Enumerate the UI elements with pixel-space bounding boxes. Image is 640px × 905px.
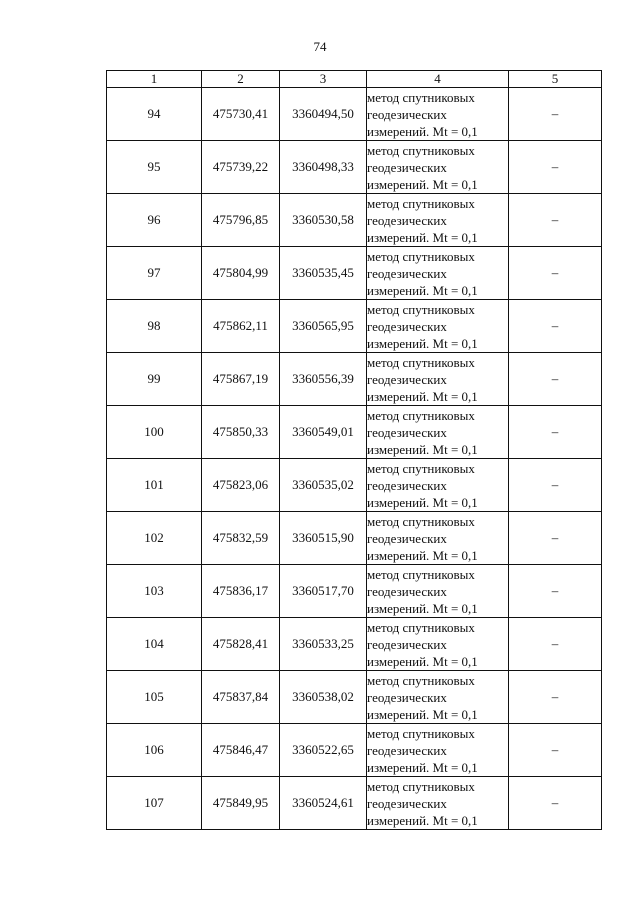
method-line: геодезических	[367, 106, 447, 122]
method-cell	[367, 671, 509, 724]
x-coordinate-cell: 475850,33	[202, 406, 280, 459]
method-line: геодезических	[367, 318, 447, 334]
table-body	[107, 88, 602, 830]
point-number-cell: 100	[107, 406, 202, 459]
table-row	[107, 247, 602, 300]
method-cell	[367, 512, 509, 565]
table-row	[107, 353, 602, 406]
y-coordinate-cell: 3360535,45	[280, 247, 367, 300]
method-line: геодезических	[367, 265, 447, 281]
method-line: метод спутниковых	[367, 778, 475, 794]
note-cell: –	[509, 459, 602, 512]
point-number-cell: 98	[107, 300, 202, 353]
note-cell: –	[509, 300, 602, 353]
method-line: метод спутниковых	[367, 672, 475, 688]
x-coordinate-cell: 475867,19	[202, 353, 280, 406]
method-line: метод спутниковых	[367, 513, 475, 529]
x-coordinate-cell: 475730,41	[202, 88, 280, 141]
method-cell	[367, 565, 509, 618]
table-row	[107, 300, 602, 353]
point-number-cell: 99	[107, 353, 202, 406]
column-header-4: 4	[367, 71, 509, 88]
method-line: измерений. Mt = 0,1	[367, 812, 478, 828]
method-line: метод спутниковых	[367, 142, 475, 158]
x-coordinate-cell: 475804,99	[202, 247, 280, 300]
method-cell	[367, 247, 509, 300]
method-cell	[367, 724, 509, 777]
method-line: метод спутниковых	[367, 301, 475, 317]
note-cell: –	[509, 724, 602, 777]
method-line: геодезических	[367, 371, 447, 387]
y-coordinate-cell: 3360494,50	[280, 88, 367, 141]
y-coordinate-cell: 3360530,58	[280, 194, 367, 247]
method-line: измерений. Mt = 0,1	[367, 600, 478, 616]
point-number-cell: 107	[107, 777, 202, 830]
method-line: измерений. Mt = 0,1	[367, 653, 478, 669]
method-cell	[367, 353, 509, 406]
table-row	[107, 88, 602, 141]
method-line: измерений. Mt = 0,1	[367, 335, 478, 351]
note-cell: –	[509, 565, 602, 618]
note-cell: –	[509, 353, 602, 406]
y-coordinate-cell: 3360549,01	[280, 406, 367, 459]
method-line: измерений. Mt = 0,1	[367, 229, 478, 245]
y-coordinate-cell: 3360498,33	[280, 141, 367, 194]
coordinates-table	[106, 70, 602, 830]
table-row	[107, 724, 602, 777]
y-coordinate-cell: 3360535,02	[280, 459, 367, 512]
method-line: метод спутниковых	[367, 248, 475, 264]
note-cell: –	[509, 777, 602, 830]
note-cell: –	[509, 618, 602, 671]
method-cell	[367, 300, 509, 353]
method-line: метод спутниковых	[367, 619, 475, 635]
method-line: геодезических	[367, 424, 447, 440]
method-line: геодезических	[367, 795, 447, 811]
page-number: 74	[313, 39, 327, 54]
method-cell	[367, 194, 509, 247]
note-cell: –	[509, 194, 602, 247]
y-coordinate-cell: 3360515,90	[280, 512, 367, 565]
method-line: метод спутниковых	[367, 566, 475, 582]
method-line: метод спутниковых	[367, 725, 475, 741]
method-cell	[367, 88, 509, 141]
x-coordinate-cell: 475832,59	[202, 512, 280, 565]
y-coordinate-cell: 3360524,61	[280, 777, 367, 830]
method-line: геодезических	[367, 159, 447, 175]
method-cell	[367, 459, 509, 512]
x-coordinate-cell: 475849,95	[202, 777, 280, 830]
method-line: измерений. Mt = 0,1	[367, 494, 478, 510]
point-number-cell: 96	[107, 194, 202, 247]
method-line: измерений. Mt = 0,1	[367, 388, 478, 404]
point-number-cell: 97	[107, 247, 202, 300]
method-line: измерений. Mt = 0,1	[367, 759, 478, 775]
method-line: геодезических	[367, 742, 447, 758]
note-cell: –	[509, 671, 602, 724]
y-coordinate-cell: 3360517,70	[280, 565, 367, 618]
method-line: метод спутниковых	[367, 407, 475, 423]
column-header-3: 3	[280, 71, 367, 88]
note-cell: –	[509, 406, 602, 459]
x-coordinate-cell: 475739,22	[202, 141, 280, 194]
x-coordinate-cell: 475823,06	[202, 459, 280, 512]
note-cell: –	[509, 512, 602, 565]
y-coordinate-cell: 3360556,39	[280, 353, 367, 406]
column-header-5: 5	[509, 71, 602, 88]
table-row	[107, 671, 602, 724]
method-line: измерений. Mt = 0,1	[367, 441, 478, 457]
method-cell	[367, 406, 509, 459]
method-line: измерений. Mt = 0,1	[367, 176, 478, 192]
x-coordinate-cell: 475862,11	[202, 300, 280, 353]
note-cell: –	[509, 88, 602, 141]
table-row	[107, 777, 602, 830]
note-cell: –	[509, 247, 602, 300]
note-cell: –	[509, 141, 602, 194]
table-row	[107, 565, 602, 618]
table-row	[107, 512, 602, 565]
point-number-cell: 103	[107, 565, 202, 618]
method-line: измерений. Mt = 0,1	[367, 123, 478, 139]
method-cell	[367, 618, 509, 671]
method-line: геодезических	[367, 530, 447, 546]
table-row	[107, 618, 602, 671]
table-row	[107, 459, 602, 512]
method-line: измерений. Mt = 0,1	[367, 547, 478, 563]
method-cell	[367, 141, 509, 194]
method-line: геодезических	[367, 636, 447, 652]
point-number-cell: 102	[107, 512, 202, 565]
method-line: метод спутниковых	[367, 460, 475, 476]
table-row	[107, 194, 602, 247]
x-coordinate-cell: 475836,17	[202, 565, 280, 618]
point-number-cell: 104	[107, 618, 202, 671]
point-number-cell: 106	[107, 724, 202, 777]
method-line: метод спутниковых	[367, 195, 475, 211]
x-coordinate-cell: 475846,47	[202, 724, 280, 777]
method-cell	[367, 777, 509, 830]
column-header-1: 1	[107, 71, 202, 88]
method-line: геодезических	[367, 583, 447, 599]
method-line: геодезических	[367, 477, 447, 493]
method-line: измерений. Mt = 0,1	[367, 706, 478, 722]
y-coordinate-cell: 3360538,02	[280, 671, 367, 724]
point-number-cell: 94	[107, 88, 202, 141]
table-row	[107, 406, 602, 459]
x-coordinate-cell: 475796,85	[202, 194, 280, 247]
y-coordinate-cell: 3360565,95	[280, 300, 367, 353]
y-coordinate-cell: 3360522,65	[280, 724, 367, 777]
y-coordinate-cell: 3360533,25	[280, 618, 367, 671]
x-coordinate-cell: 475828,41	[202, 618, 280, 671]
method-line: измерений. Mt = 0,1	[367, 282, 478, 298]
table-row	[107, 141, 602, 194]
table-header-row	[107, 71, 602, 88]
point-number-cell: 105	[107, 671, 202, 724]
column-header-2: 2	[202, 71, 280, 88]
method-line: метод спутниковых	[367, 354, 475, 370]
x-coordinate-cell: 475837,84	[202, 671, 280, 724]
method-line: геодезических	[367, 212, 447, 228]
point-number-cell: 95	[107, 141, 202, 194]
method-line: геодезических	[367, 689, 447, 705]
point-number-cell: 101	[107, 459, 202, 512]
method-line: метод спутниковых	[367, 89, 475, 105]
